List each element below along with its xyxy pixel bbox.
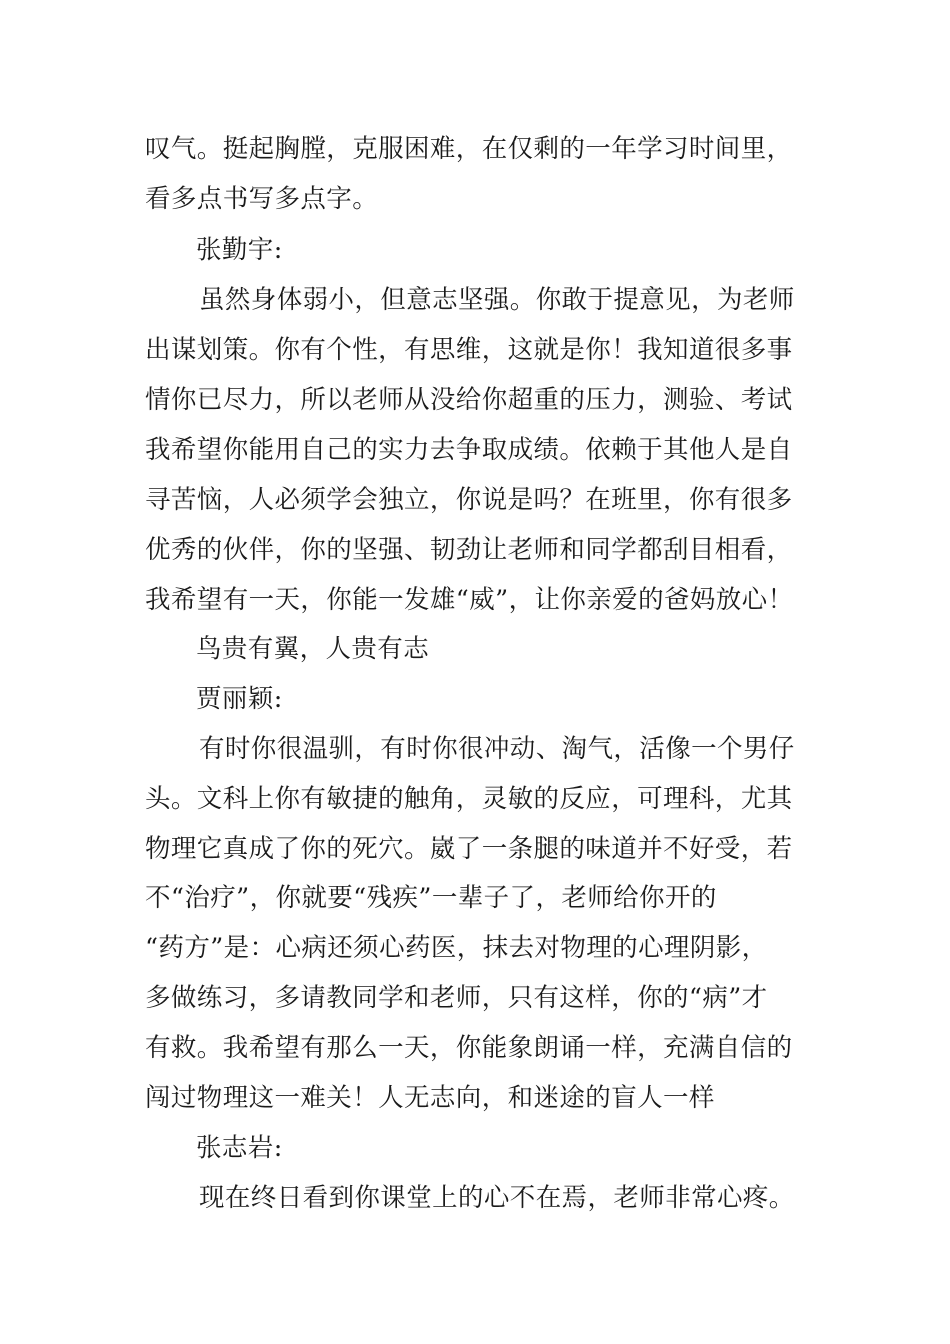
text-line: 头。文科上你有敏捷的触角，灵敏的反应，可理科，尤其 bbox=[145, 784, 793, 814]
text-line: “药方”是：心病还须心药医，抹去对物理的心理阴影， bbox=[145, 933, 768, 963]
text-line: 有时你很温驯，有时你很冲动、淘气，活像一个男仔 bbox=[199, 734, 795, 764]
text-line: 虽然身体弱小，但意志坚强。你敢于提意见，为老师 bbox=[199, 285, 795, 315]
text-line: 不“治疗”，你就要“残疾”一辈子了，老师给你开的 bbox=[145, 883, 717, 913]
student-name-heading: 贾丽颖: bbox=[196, 684, 283, 714]
text-line: 现在终日看到你课堂上的心不在焉，老师非常心疼。 bbox=[199, 1183, 795, 1213]
text-line: 寻苦恼，人必须学会独立，你说是吗？在班里，你有很多 bbox=[145, 485, 793, 515]
text-line: 出谋划策。你有个性，有思维，这就是你！我知道很多事 bbox=[145, 335, 793, 365]
text-line: 物理它真成了你的死穴。崴了一条腿的味道并不好受，若 bbox=[145, 834, 793, 864]
motto-line: 鸟贵有翼，人贵有志 bbox=[196, 634, 430, 664]
student-name-heading: 张勤宇: bbox=[196, 235, 283, 265]
text-line: 有救。我希望有那么一天，你能象朗诵一样，充满自信的 bbox=[145, 1033, 793, 1063]
text-line: 闯过物理这一难关！人无志向，和迷途的盲人一样 bbox=[145, 1083, 715, 1113]
text-line: 我希望有一天，你能一发雄“威”，让你亲爱的爸妈放心！ bbox=[145, 585, 794, 615]
text-line: 优秀的伙伴，你的坚强、韧劲让老师和同学都刮目相看， bbox=[145, 535, 793, 565]
text-line: 多做练习，多请教同学和老师，只有这样，你的“病”才 bbox=[145, 983, 768, 1013]
text-line: 我希望你能用自己的实力去争取成绩。依赖于其他人是自 bbox=[145, 435, 793, 465]
text-line: 情你已尽力，所以老师从没给你超重的压力，测验、考试 bbox=[145, 385, 793, 415]
text-line: 叹气。挺起胸膛，克服困难，在仅剩的一年学习时间里， bbox=[145, 134, 793, 164]
text-line: 看多点书写多点字。 bbox=[145, 184, 379, 214]
student-name-heading: 张志岩: bbox=[196, 1133, 283, 1163]
